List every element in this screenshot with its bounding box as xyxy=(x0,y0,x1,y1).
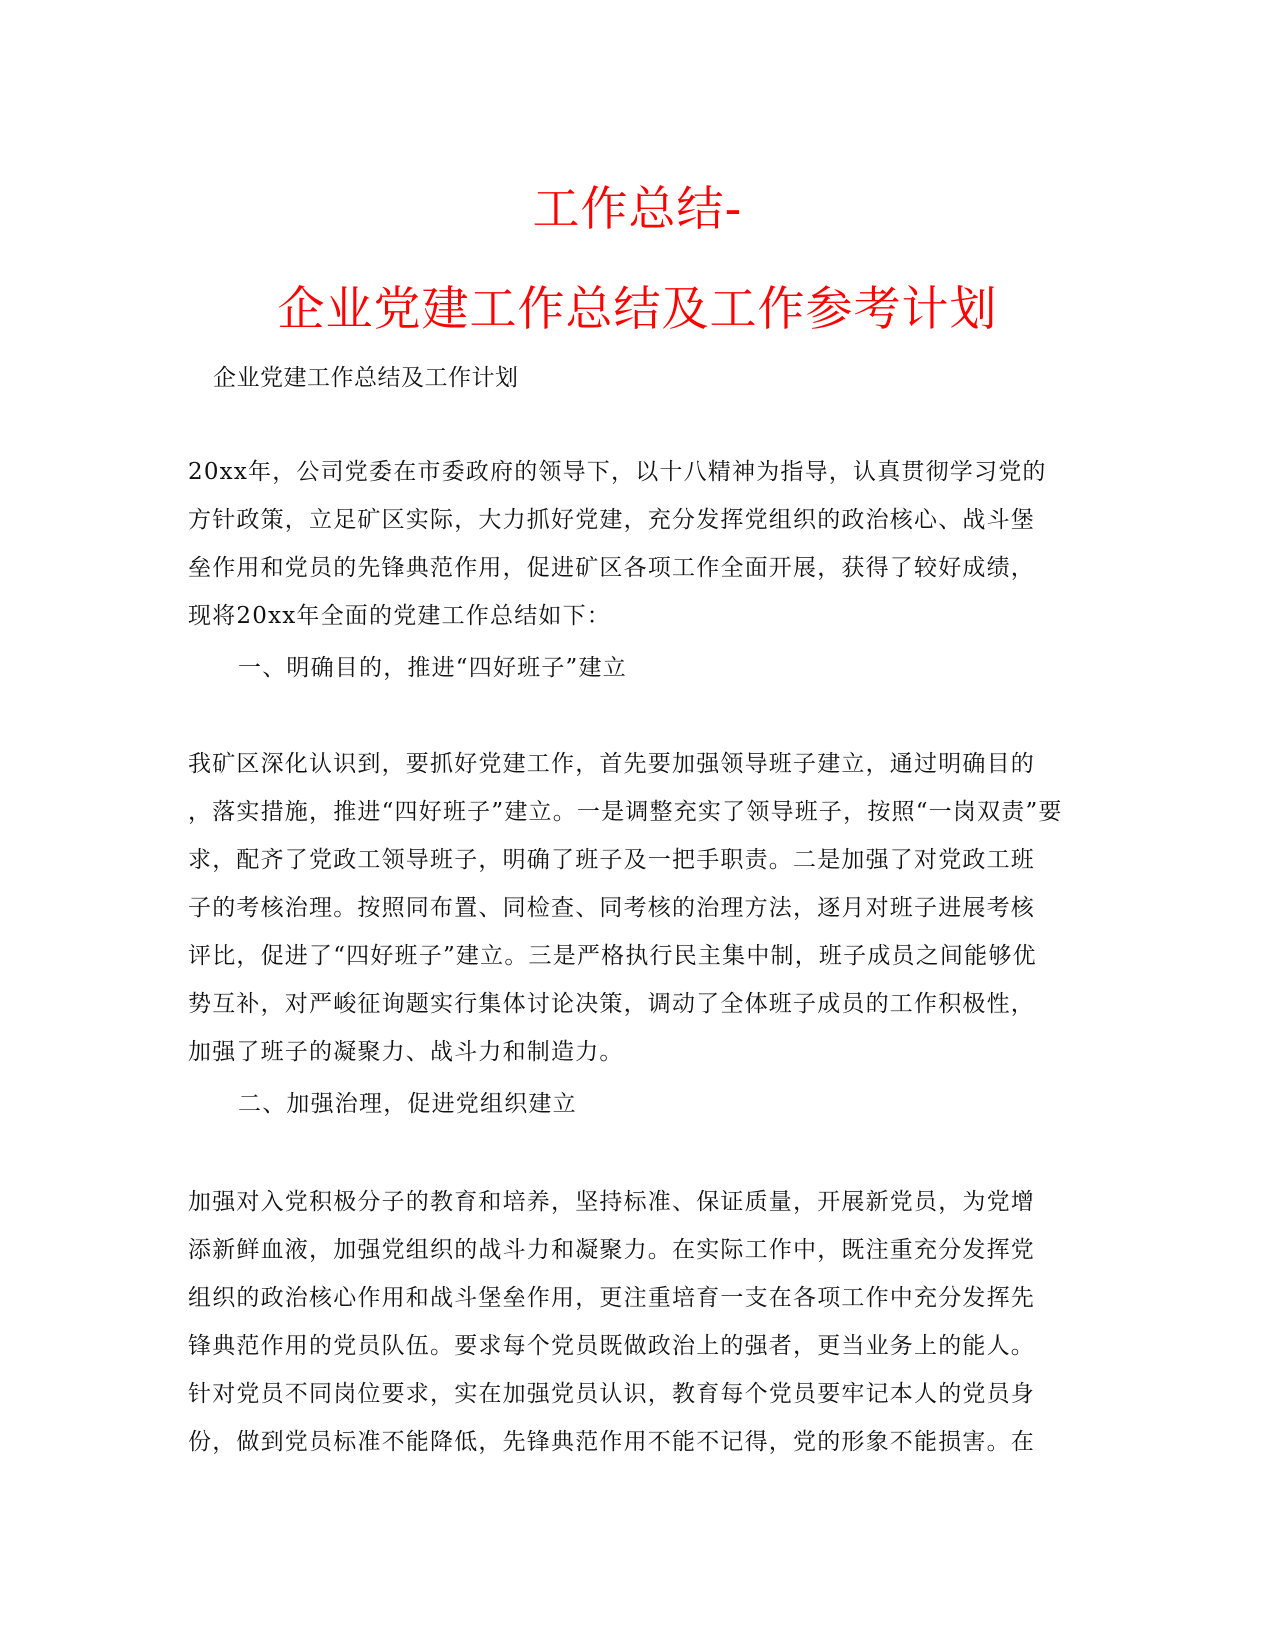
section-heading-1: 一、明确目的，推进“四好班子”建立 xyxy=(238,655,627,681)
paragraph-line: 锋典范作用的党员队伍。要求每个党员既做政治上的强者，更当业务上的能人。 xyxy=(188,1333,1035,1359)
paragraph-section-2 xyxy=(188,1178,1088,1466)
document-title-line-1: 工作总结- xyxy=(532,182,743,237)
paragraph-line: 份，做到党员标准不能降低，先锋典范作用不能不记得，党的形象不能损害。在 xyxy=(188,1429,1035,1455)
paragraph-line: 组织的政治核心作用和战斗堡垒作用，更注重培育一支在各项工作中充分发挥先 xyxy=(188,1285,1035,1311)
paragraph-line: 评比，促进了“四好班子”建立。三是严格执行民主集中制，班子成员之间能够优 xyxy=(188,943,1037,969)
paragraph-section-1 xyxy=(188,740,1088,1076)
section-heading-2: 二、加强治理，促进党组织建立 xyxy=(238,1091,577,1117)
paragraph-line: 添新鲜血液，加强党组织的战斗力和凝聚力。在实际工作中，既注重充分发挥党 xyxy=(188,1237,1035,1263)
paragraph-line: 加强对入党积极分子的教育和培养，坚持标准、保证质量，开展新党员，为党增 xyxy=(188,1189,1035,1215)
paragraph-line: 我矿区深化认识到，要抓好党建工作，首先要加强领导班子建立，通过明确目的 xyxy=(188,751,1035,777)
paragraph-intro xyxy=(188,448,1088,640)
paragraph-line: ，落实措施，推进“四好班子”建立。一是调整充实了领导班子，按照“一岗双责”要 xyxy=(188,799,1063,825)
document-subtitle: 企业党建工作总结及工作计划 xyxy=(213,365,519,391)
paragraph-line: 针对党员不同岗位要求，实在加强党员认识，教育每个党员要牢记本人的党员身 xyxy=(188,1381,1035,1407)
paragraph-line: 势互补，对严峻征询题实行集体讨论决策，调动了全体班子成员的工作积极性， xyxy=(188,991,1035,1017)
paragraph-line: 求，配齐了党政工领导班子，明确了班子及一把手职责。二是加强了对党政工班 xyxy=(188,847,1035,873)
paragraph-line: 垒作用和党员的先锋典范作用，促进矿区各项工作全面开展，获得了较好成绩， xyxy=(188,555,1035,581)
paragraph-line: 20xx年，公司党委在市委政府的领导下，以十八精神为指导，认真贯彻学习党的 xyxy=(188,459,1047,485)
document-title-line-2: 企业党建工作总结及工作参考计划 xyxy=(277,282,998,337)
paragraph-line: 现将20xx年全面的党建工作总结如下： xyxy=(188,603,612,629)
paragraph-line: 子的考核治理。按照同布置、同检查、同考核的治理方法，逐月对班子进展考核 xyxy=(188,895,1035,921)
paragraph-line: 加强了班子的凝聚力、战斗力和制造力。 xyxy=(188,1039,624,1065)
paragraph-line: 方针政策，立足矿区实际，大力抓好党建，充分发挥党组织的政治核心、战斗堡 xyxy=(188,507,1035,533)
